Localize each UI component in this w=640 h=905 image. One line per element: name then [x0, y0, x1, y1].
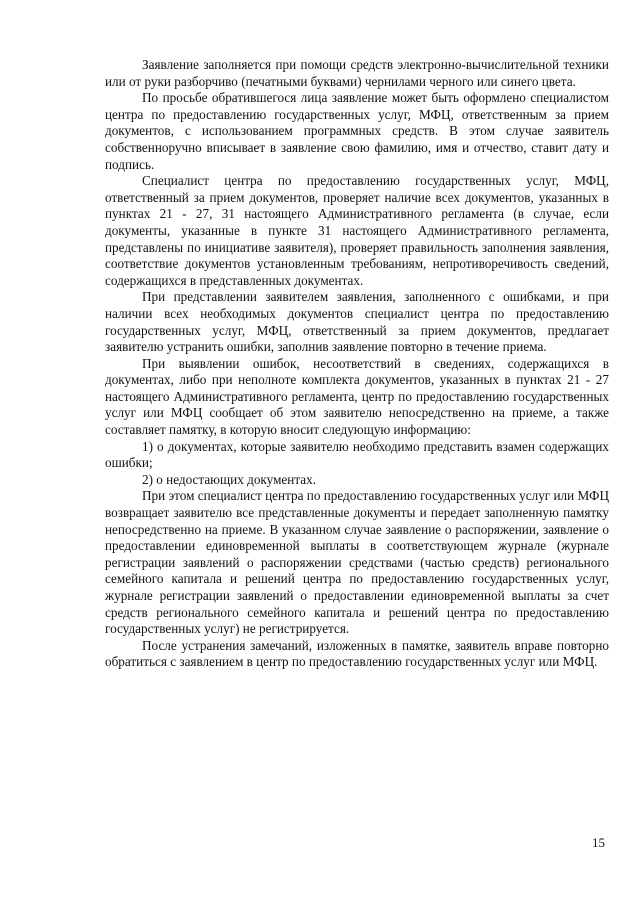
paragraph-7: После устранения замечаний, изложенных в памятке, заявитель вправе повторно обратиться с заявлением в центр по предоставлению государственных услуг или МФЦ. [105, 637, 609, 670]
paragraph-3: Специалист центра по предоставлению государственных услуг, МФЦ, ответственный за прием документов, проверяет наличие всех документов, указанных в пунктах 21 - 27, 31 настоящего Административного регламента (в случае, если документы, указанные в пункте 31 настоящего Административного регламента, представлены по инициативе заявителя), проверяет правильность заполнения заявления, соответствие документов установленным требованиям, непротиворечивость сведений, содержащихся в представленных документах. [105, 173, 609, 288]
paragraph-5: При выявлении ошибок, несоответствий в сведениях, содержащихся в документах, либо при неполноте комплекта документов, указанных в пунктах 21 - 27 настоящего Административного регламента, центр по предоставлению государственных услуг или МФЦ сообщает об этом заявителю непосредственно на приеме, а также составляет памятку, в которую вносит следующую информацию: [105, 355, 609, 438]
list-item-1: 1) о документах, которые заявителю необходимо представить взамен содержащих ошибки; [105, 438, 609, 471]
paragraph-4: При представлении заявителем заявления, заполненного с ошибками, и при наличии всех необходимых документов специалист центра по предоставлению государственных услуг, МФЦ, ответственный за прием документов, предлагает заявителю устранить ошибки, заполнив заявление повторно в течение приема. [105, 289, 609, 355]
paragraph-1: Заявление заполняется при помощи средств электронно-вычислительной техники или от руки разборчиво (печатными буквами) чернилами черного или синего цвета. [105, 57, 609, 89]
paragraph-6: При этом специалист центра по предоставлению государственных услуг или МФЦ возвращает заявителю все представленные документы и передает заполненную памятку непосредственно на приеме. В указанном случае заявление о распоряжении, заявление о предоставлении единовременной выплаты в соответствующем журнале (журнале регистрации заявлений о распоряжении средствами (частью средств) регионального семейного капитала и решений центра по предоставлению государственных услуг, журнале регистрации заявлений о предоставлении единовременной выплаты за счет средств регионального семейного капитала и решений центра по предоставлению государственных услуг) не регистрируется. [105, 488, 609, 637]
document-body [105, 57, 609, 671]
paragraph-2: По просьбе обратившегося лица заявление может быть оформлено специалистом центра по предоставлению государственных услуг, МФЦ, ответственным за прием документов, с использованием программных средств. В этом случае заявитель собственноручно вписывает в заявление свою фамилию, имя и отчество, ставит дату и подпись. [105, 90, 609, 172]
page-number: 15 [592, 835, 605, 850]
list-item-2: 2) о недостающих документах. [142, 471, 316, 487]
